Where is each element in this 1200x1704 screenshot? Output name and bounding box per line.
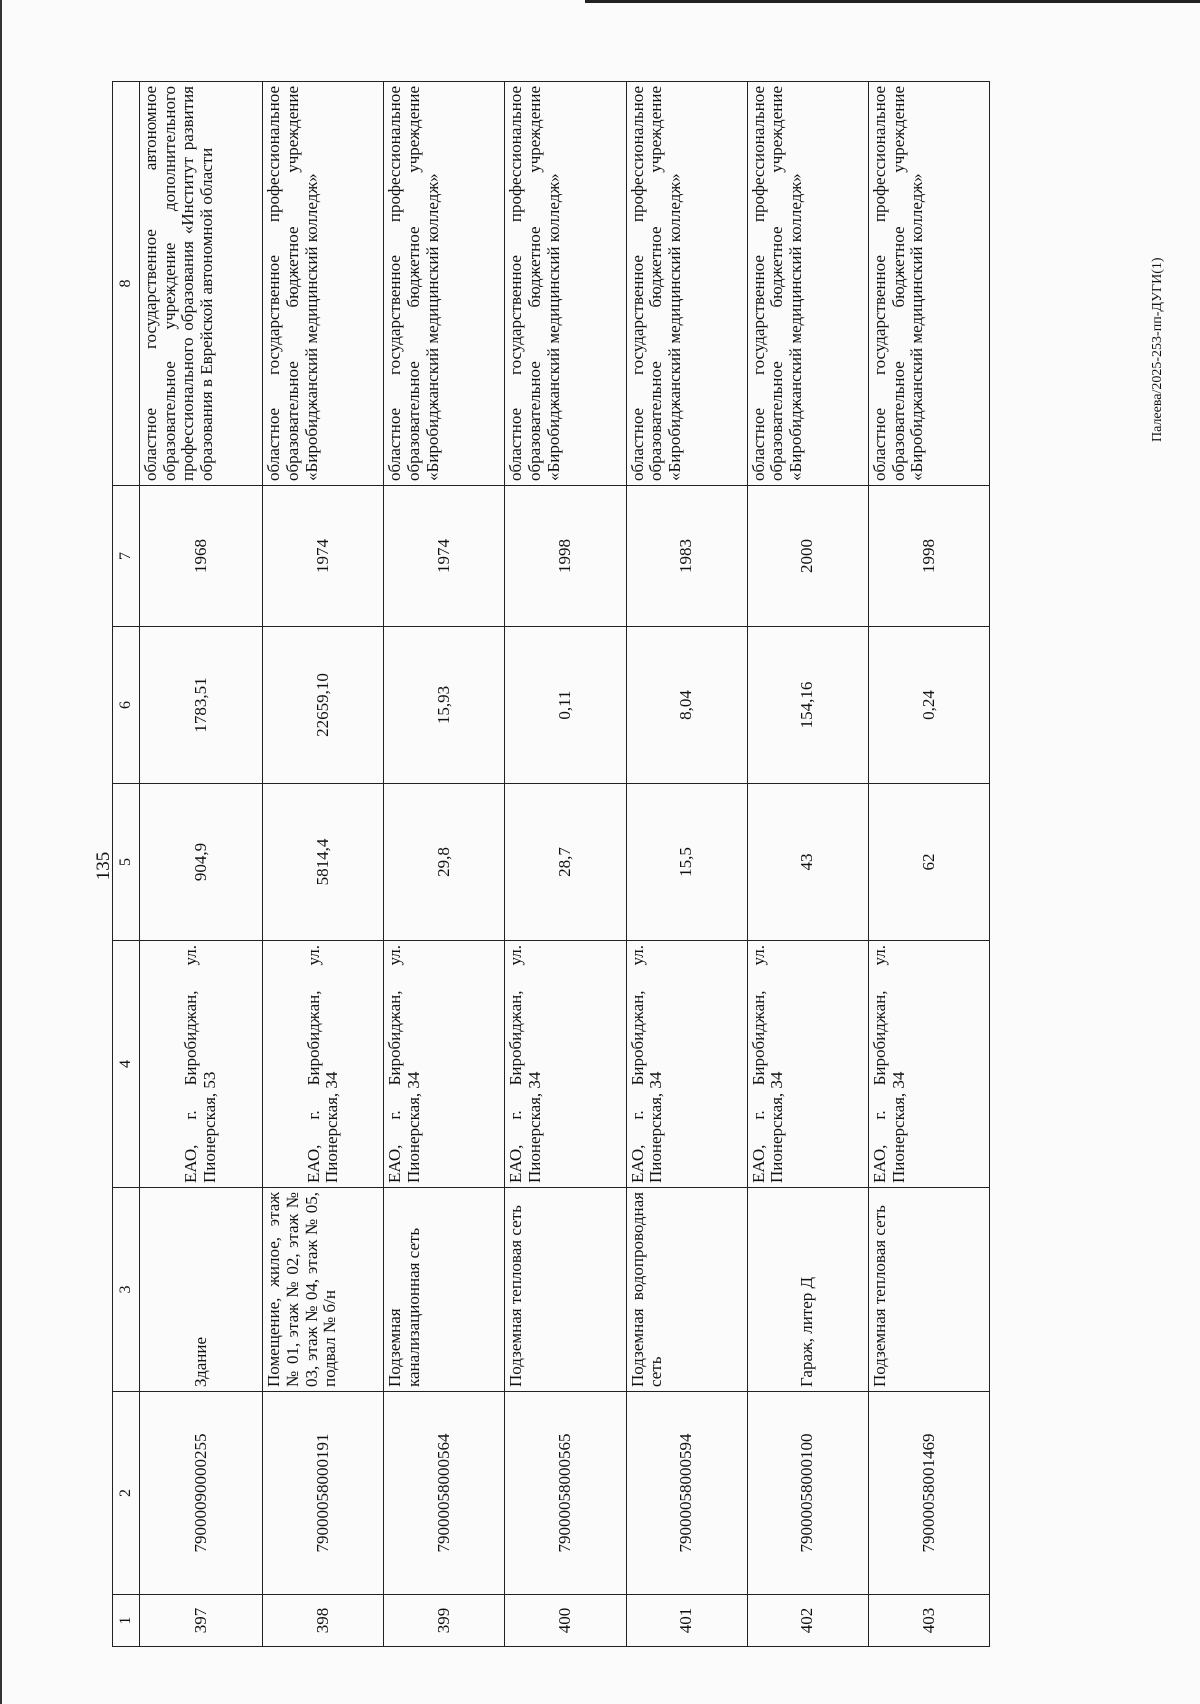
row-number: 400 [505, 1595, 626, 1647]
header-row [113, 82, 140, 1647]
object-holder: областное государственное профессиональное образовательное бюджетное учреждение «Биробиджанский медицинский колледж» [747, 82, 868, 486]
object-area: 904,9 [140, 784, 263, 941]
table-row [140, 82, 263, 1647]
object-value: 22659,10 [263, 627, 384, 784]
table-row [384, 82, 505, 1647]
object-area: 43 [747, 784, 868, 941]
header-cell: 6 [113, 627, 140, 784]
object-area: 15,5 [626, 784, 747, 941]
object-year: 1968 [140, 486, 263, 627]
cadastral-number: 79000058000594 [626, 1392, 747, 1595]
header-cell: 7 [113, 486, 140, 627]
object-year: 1998 [868, 486, 989, 627]
header-cell: 3 [113, 1188, 140, 1392]
cadastral-number: 79000058000565 [505, 1392, 626, 1595]
object-name: Здание [140, 1188, 263, 1392]
header-cell: 4 [113, 941, 140, 1188]
header-cell: 8 [113, 82, 140, 486]
object-address: ЕАО, г. Биробиджан, ул. Пионерская, 34 [747, 941, 868, 1188]
object-holder: областное государственное профессиональное образовательное бюджетное учреждение «Биробиджанский медицинский колледж» [263, 82, 384, 486]
cadastral-number: 79000058000564 [384, 1392, 505, 1595]
table-row [747, 82, 868, 1647]
object-name: Подземная тепловая сеть [505, 1188, 626, 1392]
table-row [626, 82, 747, 1647]
object-holder: областное государственное профессиональное образовательное бюджетное учреждение «Биробиджанский медицинский колледж» [505, 82, 626, 486]
row-number: 401 [626, 1595, 747, 1647]
object-year: 2000 [747, 486, 868, 627]
object-area: 62 [868, 784, 989, 941]
cadastral-number: 79000058000100 [747, 1392, 868, 1595]
header-cell: 2 [113, 1392, 140, 1595]
object-holder: областное государственное профессиональное образовательное бюджетное учреждение «Биробиджанский медицинский колледж» [384, 82, 505, 486]
object-address: ЕАО, г. Биробиджан, ул. Пионерская, 34 [505, 941, 626, 1188]
document-footer: Палеева/2025-253-пп-ДУГИ(1) [1150, 257, 1165, 443]
object-year: 1974 [384, 486, 505, 627]
table-row [505, 82, 626, 1647]
object-value: 8,04 [626, 627, 747, 784]
object-value: 0,24 [868, 627, 989, 784]
object-holder: областное государственное профессиональное образовательное бюджетное учреждение «Биробиджанский медицинский колледж» [868, 82, 989, 486]
property-table-wrapper [112, 82, 990, 1647]
row-number: 398 [263, 1595, 384, 1647]
object-area: 28,7 [505, 784, 626, 941]
object-year: 1998 [505, 486, 626, 627]
object-address: ЕАО, г. Биробиджан, ул. Пионерская, 53 [140, 941, 263, 1188]
cadastral-number: 79000090000255 [140, 1392, 263, 1595]
object-value: 15,93 [384, 627, 505, 784]
object-address: ЕАО, г. Биробиджан, ул. Пионерская, 34 [626, 941, 747, 1188]
cadastral-number: 79000058001469 [868, 1392, 989, 1595]
object-address: ЕАО, г. Биробиджан, ул. Пионерская, 34 [384, 941, 505, 1188]
object-holder: областное государственное профессиональное образовательное бюджетное учреждение «Биробиджанский медицинский колледж» [626, 82, 747, 486]
object-value: 154,16 [747, 627, 868, 784]
row-number: 397 [140, 1595, 263, 1647]
property-table [112, 81, 990, 1647]
object-name: Подземная тепловая сеть [868, 1188, 989, 1392]
header-cell: 1 [113, 1595, 140, 1647]
object-address: ЕАО, г. Биробиджан, ул. Пионерская, 34 [868, 941, 989, 1188]
object-address: ЕАО, г. Биробиджан, ул. Пионерская, 34 [263, 941, 384, 1188]
row-number: 399 [384, 1595, 505, 1647]
scan-edge-top [585, 0, 1200, 3]
object-year: 1983 [626, 486, 747, 627]
object-holder: областное государственное автономное образовательное учреждение дополнительного профессионального образования «Институт развития образования в Еврейской автономной области [140, 82, 263, 486]
scan-edge-left [0, 0, 2, 1704]
cadastral-number: 79000058000191 [263, 1392, 384, 1595]
table-row [868, 82, 989, 1647]
object-year: 1974 [263, 486, 384, 627]
row-number: 402 [747, 1595, 868, 1647]
object-name: Гараж, литер Д [747, 1188, 868, 1392]
object-name: Подземная канализационная сеть [384, 1188, 505, 1392]
object-name: Помещение, жилое, этаж № 01, этаж № 02, этаж № 03, этаж № 04, этаж № 05, подвал № б/н [263, 1188, 384, 1392]
object-value: 0,11 [505, 627, 626, 784]
object-area: 5814,4 [263, 784, 384, 941]
page-number: 135 [93, 851, 114, 881]
header-cell: 5 [113, 784, 140, 941]
table-row [263, 82, 384, 1647]
object-area: 29,8 [384, 784, 505, 941]
object-name: Подземная водопроводная сеть [626, 1188, 747, 1392]
row-number: 403 [868, 1595, 989, 1647]
object-value: 1783,51 [140, 627, 263, 784]
